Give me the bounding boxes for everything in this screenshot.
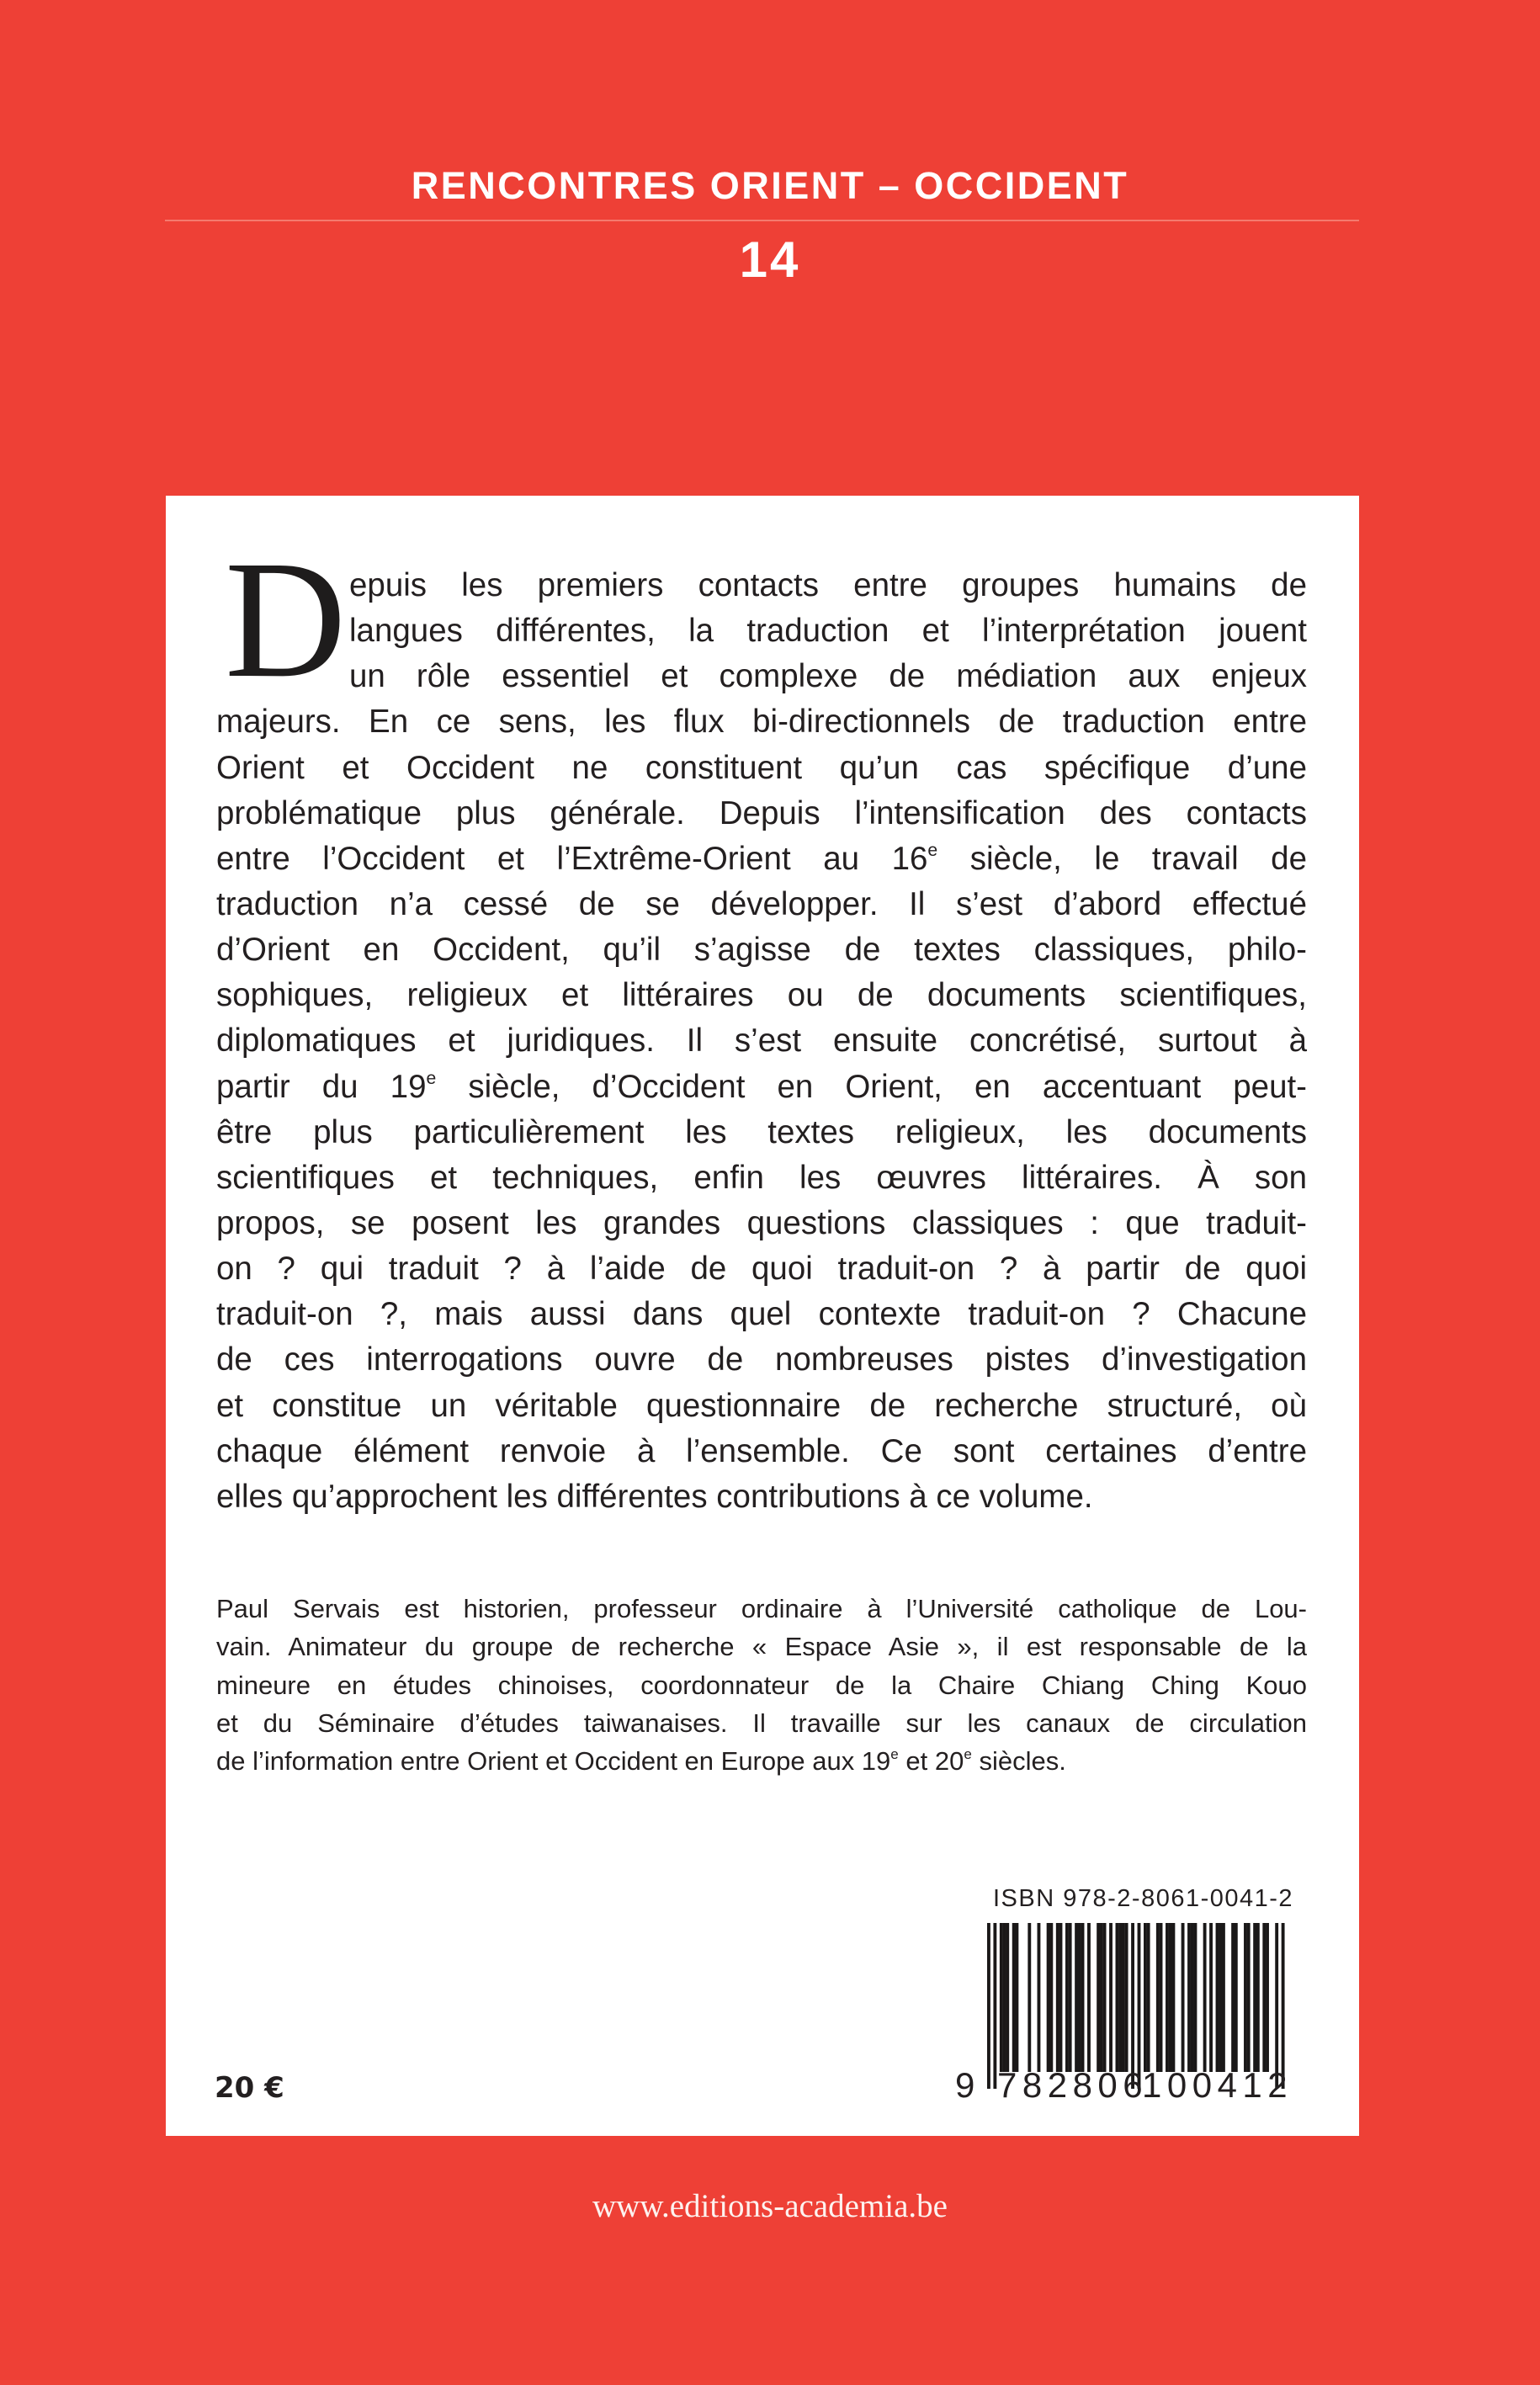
text-line: et constitue un véritable questionnaire de recherche structuré, où — [216, 1387, 1307, 1424]
text-line: propos, se posent les grandes questions classiques : que traduit- — [216, 1204, 1307, 1241]
text-line: scientifiques et techniques, enfin les œuvres littéraires. À son — [216, 1159, 1307, 1196]
text-line: elles qu’approchent les différentes contributions à ce volume. — [216, 1478, 1093, 1515]
text-line: traduit-on ?, mais aussi dans quel contexte traduit-on ? Chacune — [216, 1296, 1307, 1333]
text-line: Paul Servais est historien, professeur ordinaire à l’Université catholique de Lou- — [216, 1594, 1307, 1623]
series-number: 14 — [739, 231, 801, 288]
text-line: un rôle essentiel et complexe de médiation aux enjeux — [349, 658, 1307, 695]
text-line: et du Séminaire d’études taiwanaises. Il travaille sur les canaux de circulation — [216, 1708, 1307, 1738]
text-line: être plus particulièrement les textes religieux, les documents — [216, 1113, 1307, 1150]
text-line: d’Orient en Occident, qu’il s’agisse de textes classiques, philo- — [216, 932, 1307, 969]
ean-first-digit: 9 — [955, 2065, 975, 2105]
price-label: 20 € — [215, 2071, 284, 2105]
drop-cap: D — [225, 527, 347, 713]
text-line: mineure en études chinoises, coordonnateur de la Chaire Chiang Ching Kouo — [216, 1670, 1307, 1700]
header-divider — [165, 220, 1359, 221]
text-line: entre l’Occident et l’Extrême-Orient au 16e siècle, le travail de — [216, 840, 1307, 877]
text-line: traduction n’a cessé de se développer. Il s’est d’abord effectué — [216, 885, 1307, 922]
isbn-label: ISBN 978-2-8061-0041-2 — [993, 1885, 1294, 1912]
text-line: Orient et Occident ne constituent qu’un cas spécifique d’une — [216, 749, 1307, 786]
text-line: majeurs. En ce sens, les flux bi-directionnels de traduction entre — [216, 704, 1307, 741]
text-line: de l’information entre Orient et Occident en Europe aux 19e et 20e siècles. — [216, 1746, 1066, 1776]
text-line: de ces interrogations ouvre de nombreuses pistes d’investigation — [216, 1341, 1307, 1378]
ean-left-digits: 782806 — [997, 2065, 1149, 2105]
author-bio — [216, 1590, 1307, 1780]
text-line: diplomatiques et juridiques. Il s’est ensuite concrétisé, surtout à — [216, 1023, 1307, 1060]
text-line: on ? qui traduit ? à l’aide de quoi traduit-on ? à partir de quoi — [216, 1251, 1307, 1288]
text-line: langues différentes, la traduction et l’interprétation jouent — [349, 613, 1307, 650]
publisher-website: www.editions-academia.be — [592, 2188, 948, 2224]
text-line: sophiques, religieux et littéraires ou de documents scientifiques, — [216, 977, 1307, 1014]
text-line: vain. Animateur du groupe de recherche « Espace Asie », il est responsable de la — [216, 1632, 1307, 1662]
back-cover-panel — [166, 496, 1359, 2136]
text-line: partir du 19e siècle, d’Occident en Orient, en accentuant peut- — [216, 1068, 1307, 1105]
series-title: RENCONTRES ORIENT – OCCIDENT — [411, 164, 1129, 207]
text-line: problématique plus générale. Depuis l’intensification des contacts — [216, 794, 1307, 831]
blurb-paragraph — [216, 563, 1307, 1520]
ean-right-digits: 100412 — [1142, 2065, 1293, 2105]
text-line: chaque élément renvoie à l’ensemble. Ce sont certaines d’entre — [216, 1432, 1307, 1469]
text-line: epuis les premiers contacts entre groupes humains de — [349, 567, 1307, 603]
